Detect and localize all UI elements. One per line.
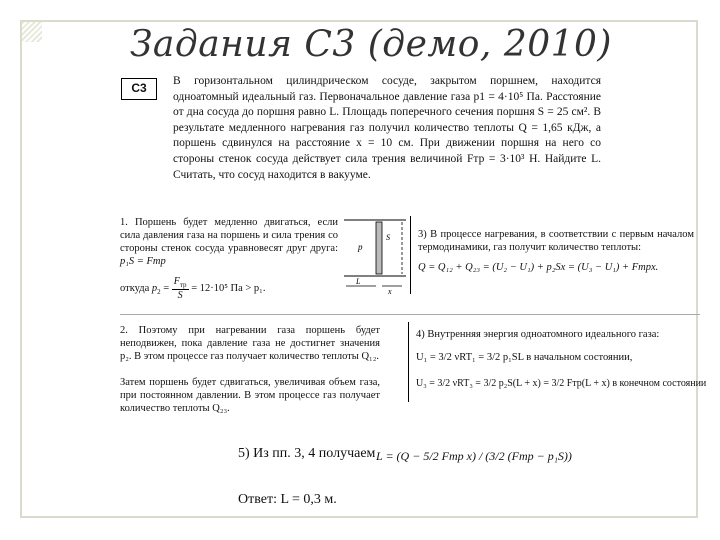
problem-statement: В горизонтальном цилиндрическом сосуде, закрытом поршнем, находится одноатомный идеальный газ. Первоначальное давление газа p1 = 4·10⁵ Па. Расстояние от дна сосуда до поршня равно L. Площадь поперечного сечения поршня S = 25 см². В результате медленного нагревания газ получил количество теплоты Q = 1,65 кДж, а поршень сдвинулся на расстояние x = 10 см. При движении поршня на него со стороны стенок сосуда действует сила трения величиной Fтр = 3·10³ Н. Найдите L. Считать, что сосуд находится в вакууме. [173, 75, 601, 181]
column-divider-bottom [408, 322, 409, 402]
svg-text:p: p [358, 242, 363, 252]
answer: Ответ: L = 0,3 м. [238, 492, 337, 507]
svg-text:L: L [356, 277, 361, 286]
step1-result: = 12·10⁵ Па > p₁. [191, 282, 266, 294]
step1-result-line: откуда $p_2$ = $\frac{F_{тр}}{S}$ = 12·10⁵ Па > p₁. [120, 276, 266, 301]
column-divider-top [410, 216, 411, 294]
step3-text: 3) В процессе нагревания, в соответствии с первым началом термодинамики, газ получит количество теплоты: [418, 229, 694, 253]
step1-tail: откуда [120, 282, 150, 294]
task-tag: С3 [121, 78, 157, 100]
step4-text: 4) Внутренняя энергия одноатомного идеального газа: [416, 329, 660, 340]
step1-fraction: $\frac{F_{тр}}{S}$ [173, 276, 187, 301]
step2-text2: Затем поршень будет сдвигаться, увеличивая объем газа, при постоянном давлении. В этом процессе газ получает количество теплоты Q₂₃. [120, 377, 380, 414]
step1-equation: p₁S = Fтр [120, 256, 166, 267]
step4-line1: U₁ = 3/2 νRT₁ = 3/2 p₁SL в начальном состоянии, [416, 352, 633, 363]
step5-formula: L = (Q − 5/2 Fтр x) / (3/2 (Fтр − p₁S)) [376, 449, 572, 463]
row-divider [120, 314, 700, 315]
step2-text: 2. Поэтому при нагревании газа поршень будет неподвижен, пока давление газа не достигнет значения p₂. В этом процессе газ получает количество теплоты Q₁₂. [120, 325, 380, 362]
step5-prefix: 5) Из пп. 3, 4 получаем [238, 446, 376, 461]
step3-equation: Q = Q₁₂ + Q₂₃ = (U₂ − U₁) + p₂Sx = (U₃ − U₁) + Fтрx. [418, 262, 659, 273]
slide-title: Задания С3 (демо, 2010) [130, 24, 612, 65]
svg-text:x: x [388, 287, 392, 296]
step1-text [120, 216, 338, 268]
decorative-corner [22, 22, 42, 42]
step4-line2: U₃ = 3/2 νRT₃ = 3/2 p₂S(L + x) = 3/2 Fтр(L + x) в конечном состоянии [416, 378, 707, 389]
piston-diagram [340, 216, 410, 296]
svg-text:S: S [386, 233, 390, 242]
step5-line [238, 446, 375, 462]
step1-body: 1. Поршень будет медленно двигаться, если сила давления газа на поршень и сила трения со стороны стенок сосуда уравновесят друг друга: [120, 217, 338, 254]
